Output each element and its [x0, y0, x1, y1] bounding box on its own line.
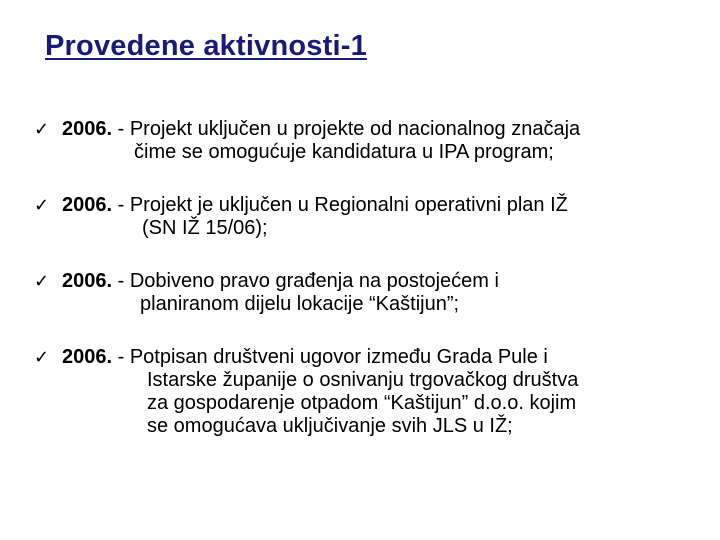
- item-text: - Potpisan društveni ugovor između Grada Pule i: [112, 346, 548, 368]
- item-year: 2006.: [62, 118, 113, 140]
- item-line: [62, 118, 694, 141]
- item-year: 2006.: [62, 194, 113, 216]
- item-continuation: (SN IŽ 15/06);: [142, 217, 268, 239]
- item-line: [62, 270, 694, 293]
- bullet-list: [34, 118, 694, 438]
- item-continuation: za gospodarenje otpadom “Kaštijun” d.o.o. kojim: [147, 392, 577, 414]
- checkmark-icon: ✓: [34, 271, 50, 291]
- item-text: - Projekt je uključen u Regionalni operativni plan IŽ: [112, 194, 568, 216]
- item-continuation: Istarske županije o osnivanju trgovačkog društva: [147, 369, 579, 391]
- item-continuation: čime se omogućuje kandidatura u IPA program;: [134, 141, 554, 163]
- item-text: - Projekt uključen u projekte od nacionalnog značaja: [112, 118, 581, 140]
- item-continuation: planiranom dijelu lokacije “Kaštijun”;: [140, 293, 460, 315]
- list-item: [34, 346, 694, 438]
- slide-title: Provedene aktivnosti-1: [45, 30, 367, 62]
- checkmark-icon: ✓: [34, 119, 50, 139]
- list-item: [34, 194, 694, 240]
- item-continuation: se omogućava uključivanje svih JLS u IŽ;: [147, 415, 513, 437]
- item-year: 2006.: [62, 346, 113, 368]
- item-year: 2006.: [62, 270, 113, 292]
- item-line: [62, 194, 694, 217]
- checkmark-icon: ✓: [34, 195, 50, 215]
- item-line: [62, 346, 694, 369]
- item-text: - Dobiveno pravo građenja na postojećem i: [112, 270, 499, 292]
- checkmark-icon: ✓: [34, 347, 50, 367]
- list-item: [34, 270, 694, 316]
- list-item: [34, 118, 694, 164]
